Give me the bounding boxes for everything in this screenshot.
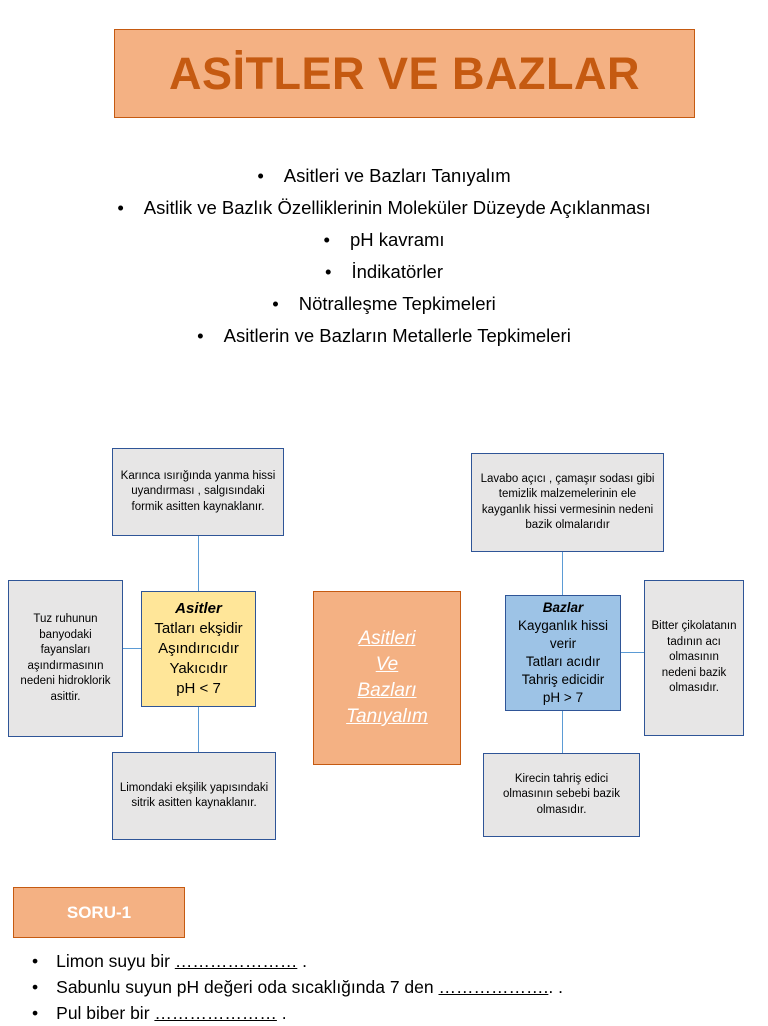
question-item (32, 974, 563, 1000)
center-topic-line: Asitleri (358, 628, 416, 649)
topic-item: • Asitleri ve Bazları Tanıyalım (0, 160, 768, 192)
base-example-lime (483, 753, 640, 837)
question-text: Limon suyu bir (56, 951, 175, 971)
center-topic-line: Ve (375, 654, 399, 675)
question-label: SORU-1 (66, 902, 132, 922)
question-item (32, 948, 563, 974)
acid-heading: Asitler (175, 600, 222, 617)
page-title: ASİTLER VE BAZLAR (168, 47, 640, 99)
question-item (32, 1000, 563, 1026)
question-text: Pul biber bir (56, 1003, 155, 1023)
answer-blank[interactable]: ………………… (174, 951, 298, 971)
acid-example-formic (112, 448, 284, 536)
connector-line (562, 710, 563, 754)
base-example-lime-text: Kirecin tahriş edici olmasının sebebi bazik olmasıdır. (503, 772, 620, 816)
acid-example-formic-text: Karınca ısırığında yanma hissi uyandırması , salgısındaki formik asitten kaynaklanır. (120, 469, 276, 513)
connector-line (620, 652, 645, 653)
acid-properties-box (141, 591, 256, 707)
connector-line (122, 648, 142, 649)
base-heading: Bazlar (542, 600, 584, 615)
topic-item: • İndikatörler (0, 256, 768, 288)
acid-property: Tatları ekşidir (154, 620, 243, 637)
base-property: Tatları acıdır (525, 654, 601, 669)
answer-blank[interactable]: ………………. (438, 977, 549, 997)
base-example-cleaners-text: Lavabo açıcı , çamaşır sodası gibi temizlik malzemelerinin ele kayganlık hissi vermesinin nedeni bazik olmalarıdır (480, 472, 655, 531)
question-end: . (297, 951, 308, 971)
center-topic-line: Tanıyalım (346, 706, 428, 727)
question-end: . (276, 1003, 287, 1023)
acid-property: Aşındırıcıdır (158, 640, 239, 657)
question-end: . . (548, 977, 563, 997)
answer-blank[interactable]: ………………… (154, 1003, 277, 1023)
connector-line (198, 706, 199, 753)
acid-example-citric-text: Limondaki ekşilik yapısındaki sitrik asitten kaynaklanır. (119, 781, 269, 809)
acid-example-citric (112, 752, 276, 840)
question-label-box (13, 887, 185, 938)
acid-example-hydrochloric-text: Tuz ruhunun banyodaki fayansları aşındırmasının nedeni hidroklorik asittir. (20, 613, 111, 703)
acid-example-hydrochloric (8, 580, 123, 737)
page-title-box (114, 29, 695, 118)
base-property: Kayganlık hissi (517, 618, 609, 633)
connector-line (562, 551, 563, 596)
center-topic-line: Bazları (357, 680, 417, 701)
base-example-chocolate (644, 580, 744, 736)
topic-item: • Nötralleşme Tepkimeleri (0, 288, 768, 320)
question-list (32, 948, 563, 1026)
acid-property: Yakıcıdır (169, 660, 228, 677)
base-properties-box (505, 595, 621, 711)
topic-list (0, 160, 768, 352)
center-topic-box (313, 591, 461, 765)
topic-item: • Asitlerin ve Bazların Metallerle Tepkimeleri (0, 320, 768, 352)
base-example-cleaners (471, 453, 664, 552)
acid-property: pH < 7 (176, 680, 221, 697)
base-example-chocolate-text: Bitter çikolatanın tadının acı olmasının nedeni bazik olmasıdır. (651, 620, 737, 695)
base-property: Tahriş edicidir (521, 672, 605, 687)
connector-line (198, 535, 199, 592)
base-property: verir (549, 636, 577, 651)
base-property: pH > 7 (542, 690, 584, 705)
question-text: Sabunlu suyun pH değeri oda sıcaklığında 7 den (56, 977, 439, 997)
topic-item: • pH kavramı (0, 224, 768, 256)
topic-item: • Asitlik ve Bazlık Özelliklerinin Moleküler Düzeyde Açıklanması (0, 192, 768, 224)
